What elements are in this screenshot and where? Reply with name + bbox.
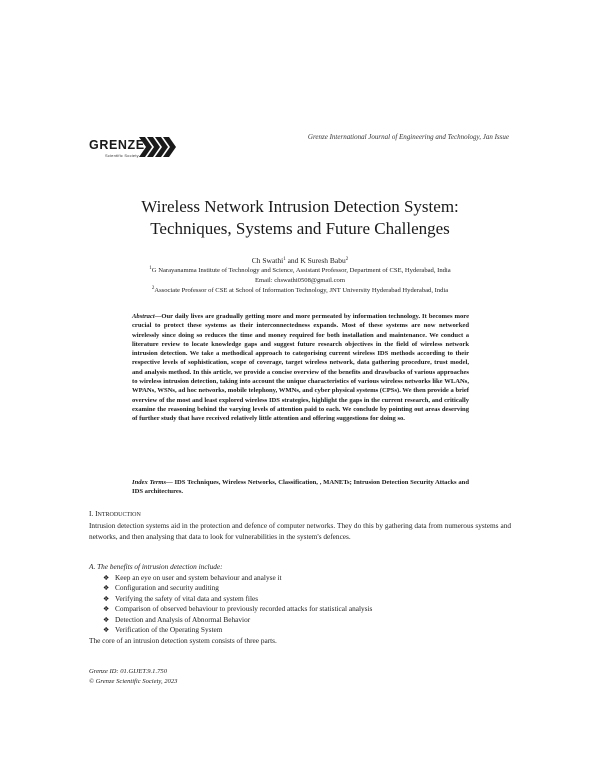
diamond-bullet-icon: ❖ (103, 574, 110, 582)
grenze-id: Grenze ID: 01.GIJET.9.1.750 (89, 668, 168, 675)
page-footer (89, 667, 177, 686)
closing-paragraph: The core of an intrusion detection system consists of three parts. (89, 636, 277, 645)
logo-subtitle: Scientific Society (105, 153, 139, 158)
index-terms-text: — IDS Techniques, Wireless Networks, Classification, , MANETs; Intrusion Detection Security Attacks and IDS architectures. (132, 479, 470, 496)
author-name: K Suresh Babu (300, 256, 346, 265)
list-item: ❖ Verifying the safety of vital data and system files (103, 593, 259, 603)
list-item: ❖ Comparison of observed behaviour to previously recorded attacks for statistical analysis (103, 604, 373, 614)
intro-paragraph: Intrusion detection systems aid in the protection and defence of computer networks. They do this by gathering data from numerous systems and networks, and then analysing that data to look for vulnerabilities in the system's defences. (89, 521, 511, 541)
section-number: I. I (89, 509, 98, 518)
section-title: NTRODUCTION (97, 512, 141, 518)
diamond-bullet-icon: ❖ (103, 594, 110, 603)
list-item: ❖ Verification of the Operating System (103, 625, 223, 635)
abstract-text: —Our daily lives are gradually getting more and more permeated by information technology. It becomes more crucial to protect these systems as their interconnectedness expands. Most of these systems are now networked wirelessly since doing so reduces the time and money required for both installation and maintenance. We conduct a literature review to locate knowledge gaps and suggest future research objectives in the field of wireless network intrusion detection. We take a methodical approach to categorising current wireless IDS methods according to their respective levels of sophistication, scope of coverage, target wireless network, data gathering procedure, trust model, and analysis method. In this article, we provide a concise overview of the benefits and drawbacks of various approaches to wireless intrusion detection, taking into account the unique characteristics of various wireless networks like WLANs, WPANs, WSNs, ad hoc networks, mobile telephony, WMNs, and cyber physical systems (CPSs). We then provide a brief overview of the most and least explored wireless IDS strategies, highlight the gaps in the current research, and critically examine the reasoning behind the varying levels of attention paid to each. We conclude by pointing out areas deserving of further study that have received relatively little attention and offering suggestions for doing so. (132, 313, 469, 423)
title-line-2: Techniques, Systems and Future Challenges (150, 218, 450, 238)
section-heading (89, 509, 141, 518)
subsection-heading: A. The benefits of intrusion detection include: (89, 562, 223, 571)
title-line-1: Wireless Network Intrusion Detection System: (141, 197, 459, 216)
diamond-bullet-icon: ❖ (103, 605, 110, 614)
affiliation-2 (0, 286, 600, 295)
list-item: ❖ Detection and Analysis of Abnormal Behavior (103, 614, 251, 624)
affiliation-mark: 2 (151, 286, 155, 291)
list-item: ❖ Configuration and security auditing (103, 583, 219, 593)
diamond-bullet-icon: ❖ (103, 584, 110, 593)
publisher-logo (89, 135, 184, 161)
paper-title (0, 196, 600, 239)
author-conjunction: and (285, 256, 301, 265)
logo-wordmark: GRENZE (89, 138, 145, 152)
author-email: Email: chswathi0508@gmail.com (255, 277, 345, 284)
abstract-label: Abstract (132, 313, 155, 320)
diamond-bullet-icon: ❖ (103, 615, 110, 624)
benefits-list (103, 573, 372, 635)
author-affiliation-mark: 1 (283, 257, 286, 262)
author-affiliation-mark: 2 (345, 257, 349, 262)
list-item: ❖ Keep an eye on user and system behaviour and analyse it (103, 573, 282, 582)
abstract (132, 312, 469, 424)
affiliation-mark: 1 (149, 266, 152, 271)
diamond-bullet-icon: ❖ (103, 626, 110, 635)
index-terms-label: Index Terms (132, 479, 167, 486)
chevron-arrows-icon (139, 135, 179, 159)
journal-name: Grenze International Journal of Engineering and Technology, Jan Issue (307, 133, 509, 141)
author-list (0, 256, 600, 265)
copyright-notice: © Grenze Scientific Society, 2023 (89, 677, 178, 685)
affiliation-text: Associate Professor of CSE at School of Information Technology, JNT University Hyderabad Hyderabad, India (154, 287, 449, 294)
affiliation-1 (0, 266, 600, 275)
index-terms (132, 478, 469, 497)
author-name: Ch Swathi (251, 256, 284, 265)
affiliation-text: G Narayanamma Institute of Technology and Science, Assistant Professor, Department of CSE, Hyderabad, India (151, 267, 451, 274)
